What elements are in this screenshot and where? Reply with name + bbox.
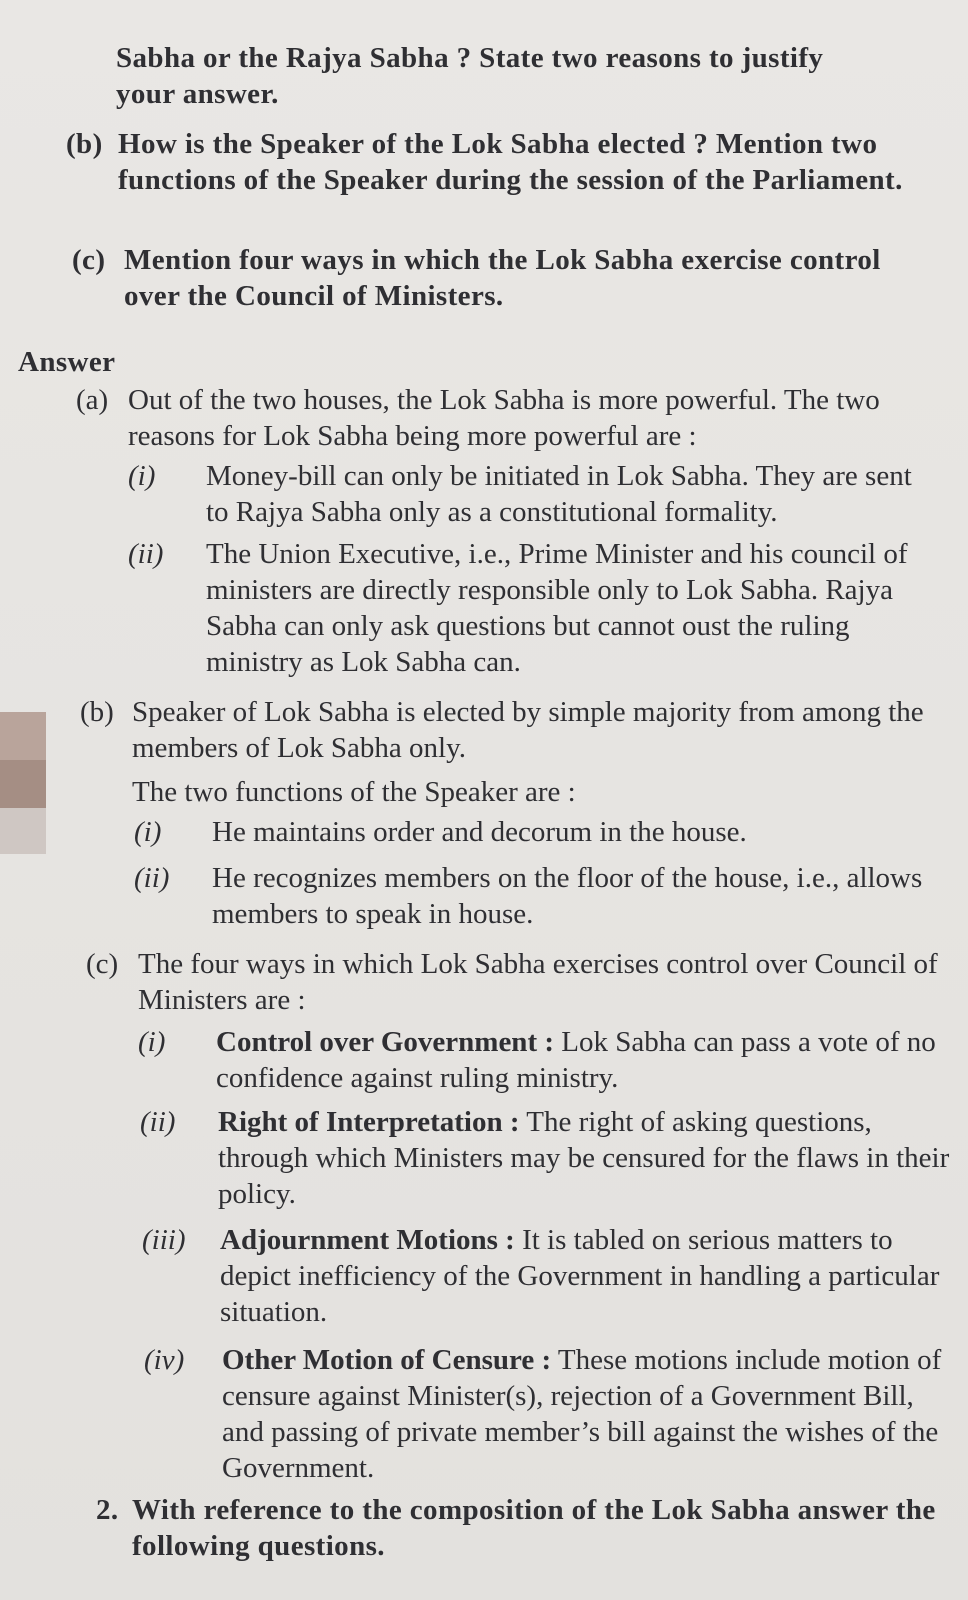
answer-b-item-1: (i) He maintains order and decorum in the house. <box>134 816 747 848</box>
answer-b-item-2: (ii) He recognizes members on the floor of the house, i.e., allows members to speak in house. <box>134 862 923 930</box>
question-2: 2. With reference to the composition of the Lok Sabha answer the following questions. <box>96 1494 936 1562</box>
answer-c-item-1: (i) Control over Government : Lok Sabha can pass a vote of no confidence against ruling ministry. <box>138 1026 936 1094</box>
question-b: (b) How is the Speaker of the Lok Sabha elected ? Mention two functions of the Speaker during the session of the Parliament. <box>66 128 903 196</box>
color-swatch <box>0 712 46 760</box>
color-swatch <box>0 760 46 808</box>
answer-b: (b) Speaker of Lok Sabha is elected by simple majority from among the members of Lok Sabha only. <box>80 696 924 764</box>
answer-heading: Answer <box>18 346 116 378</box>
answer-a: (a) Out of the two houses, the Lok Sabha is more powerful. The two reasons for Lok Sabha being more powerful are : <box>76 384 880 452</box>
color-swatch <box>0 808 46 854</box>
answer-a-item-2: (ii) The Union Executive, i.e., Prime Minister and his council of ministers are directly responsible only to Lok Sabha. Rajya Sabha can only ask questions but cannot oust the ruling ministry as Lok Sabha can. <box>128 538 908 678</box>
answer-c-item-3: (iii) Adjournment Motions : It is tabled on serious matters to depict inefficiency of the Government in handling a particular situation. <box>142 1224 940 1328</box>
answer-c-item-4: (iv) Other Motion of Censure : These motions include motion of censure against Minister(s), rejection of a Government Bill, and passing of private member’s bill against the wishes of the Government. <box>144 1344 942 1484</box>
answer-b-functions-intro: The two functions of the Speaker are : <box>132 776 576 808</box>
answer-c: (c) The four ways in which Lok Sabha exercises control over Council of Ministers are : <box>86 948 938 1016</box>
answer-a-item-1: (i) Money-bill can only be initiated in Lok Sabha. They are sent to Rajya Sabha only as a constitutional formality. <box>128 460 912 528</box>
question-c: (c) Mention four ways in which the Lok Sabha exercise control over the Council of Ministers. <box>72 244 881 312</box>
answer-c-item-2: (ii) Right of Interpretation : The right of asking questions, through which Ministers may be censured for the flaws in their policy. <box>140 1106 950 1210</box>
question-continuation: Sabha or the Rajya Sabha ? State two reasons to justify your answer. <box>116 42 824 110</box>
